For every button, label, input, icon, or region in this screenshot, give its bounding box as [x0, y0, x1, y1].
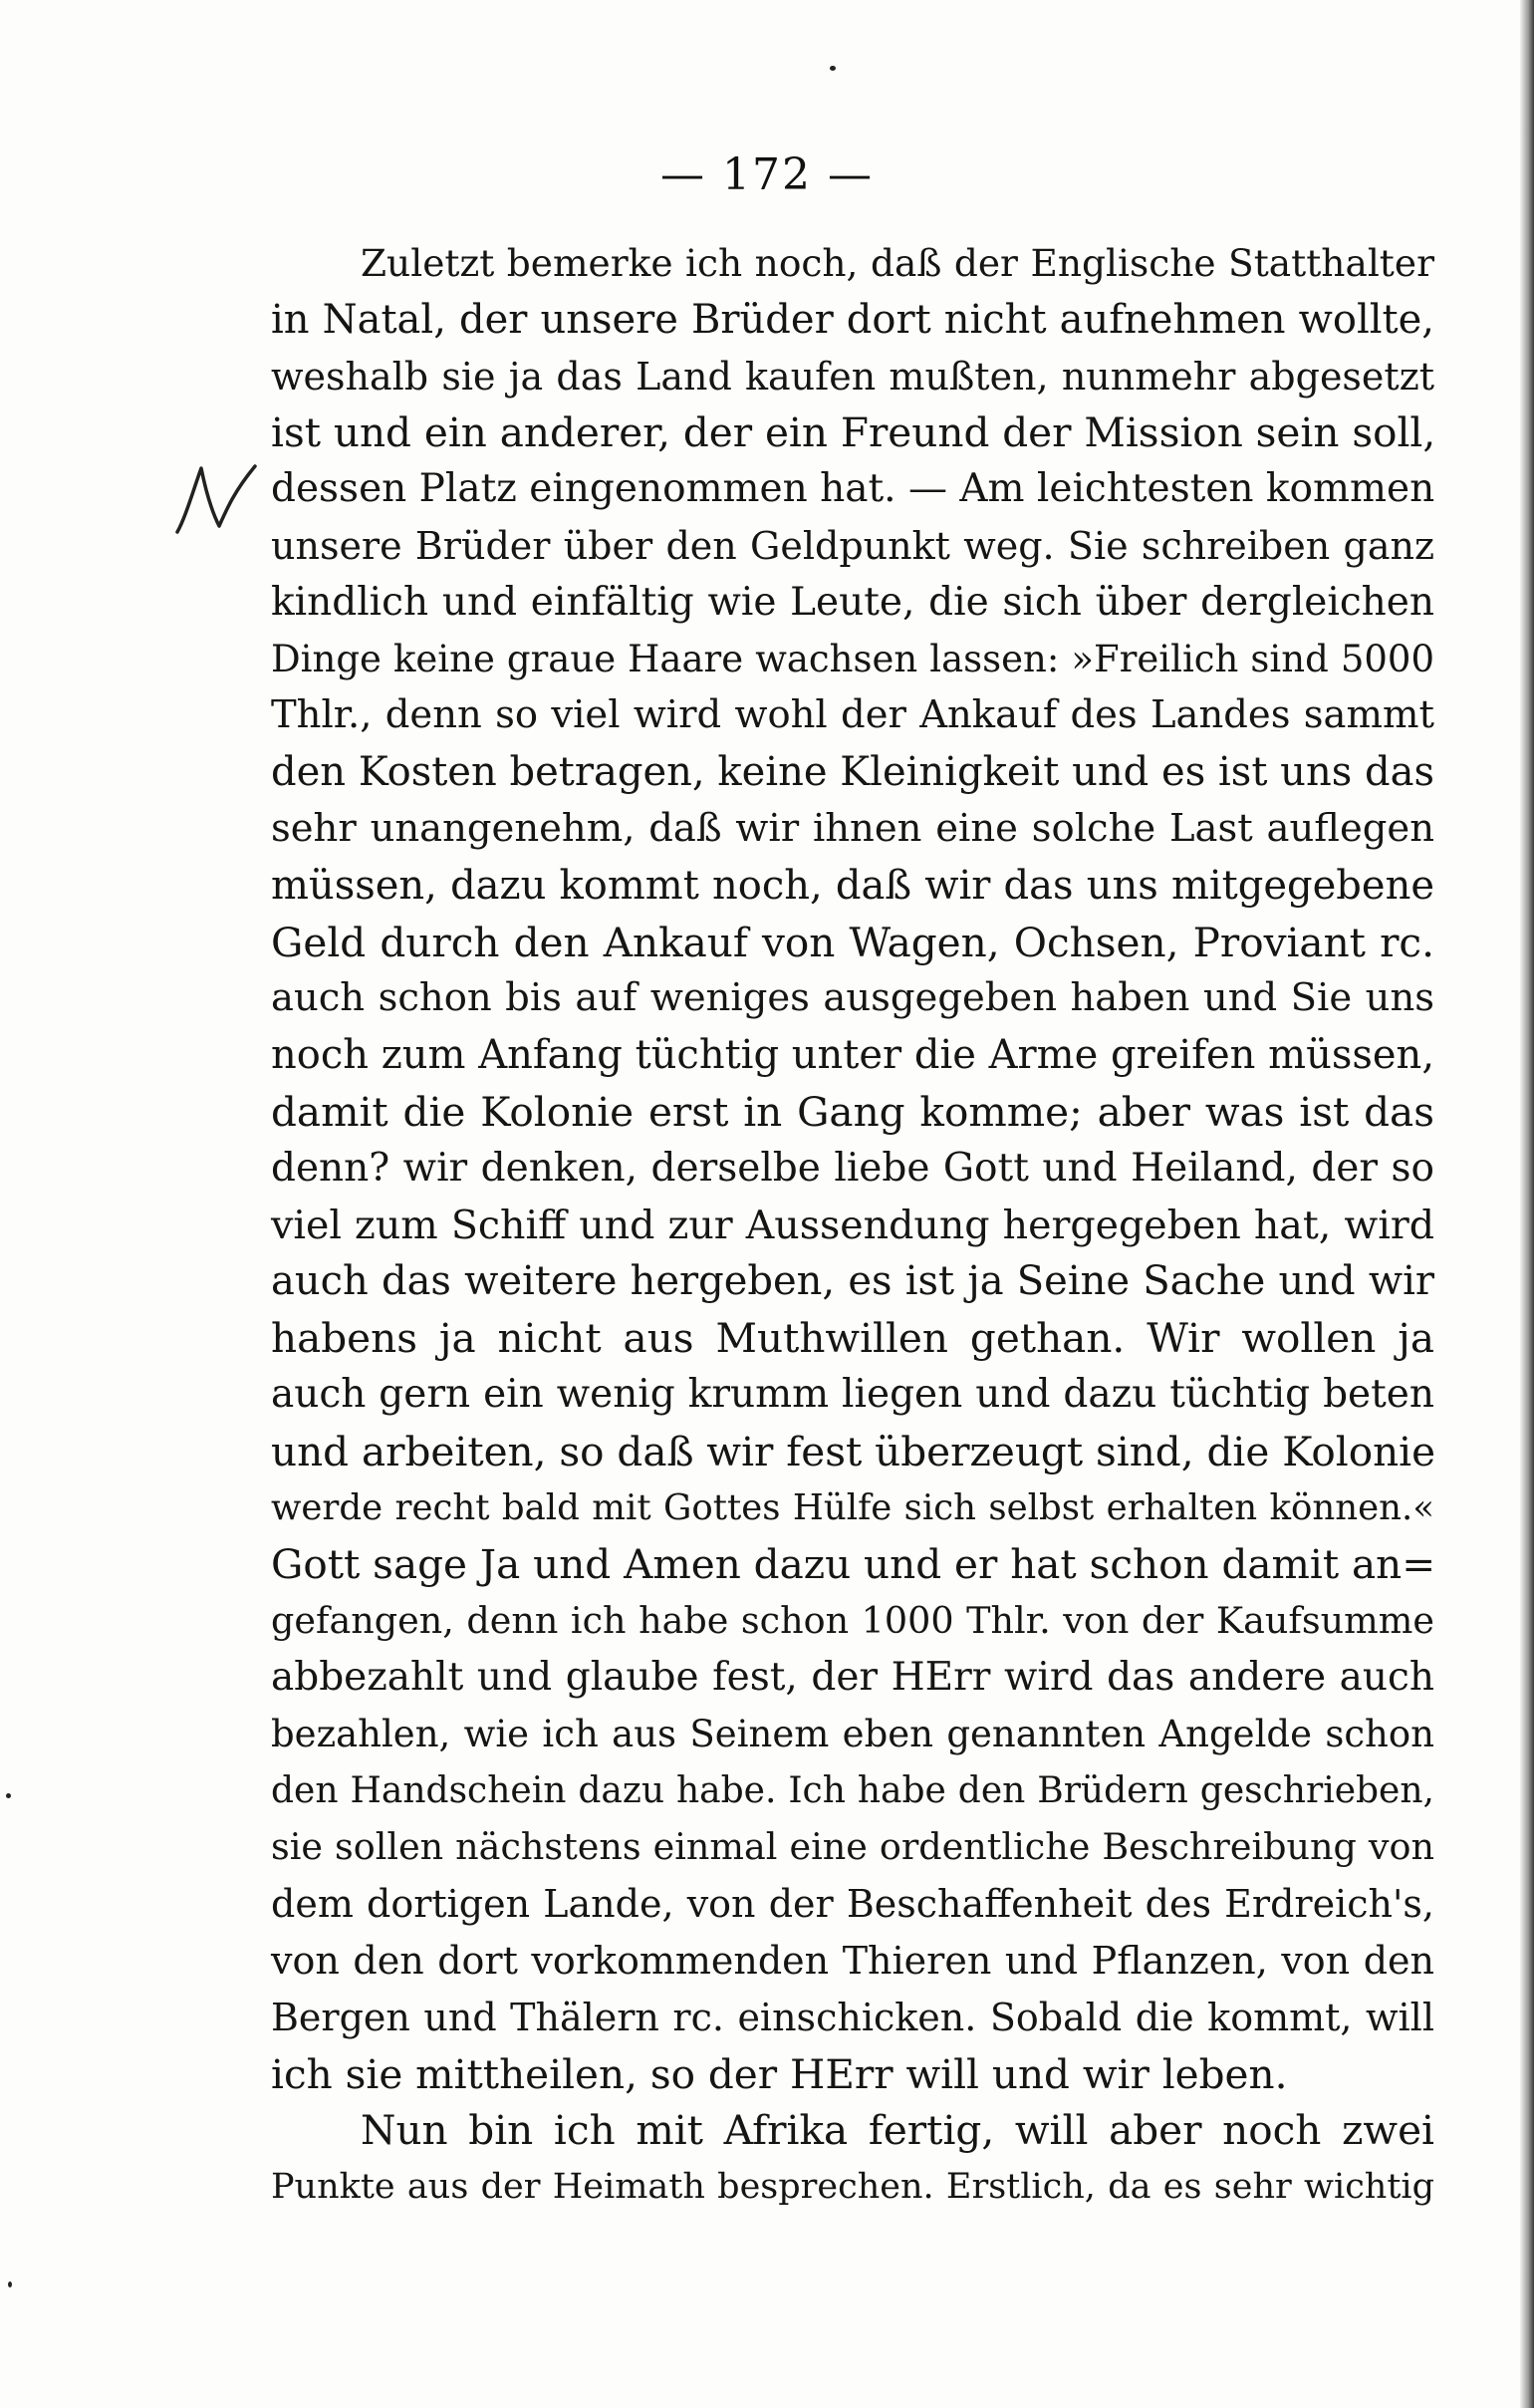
text-line: gefangen, denn ich habe schon 1000 Thlr. von der Kaufsumme	[271, 1599, 1434, 1643]
text-line: habens ja nicht aus Muthwillen gethan. Wir wollen ja	[271, 1314, 1434, 1363]
text-line: Punkte aus der Heimath besprechen. Erstlich, da es sehr wichtig	[271, 2167, 1434, 2208]
margin-annotation-handwritten	[171, 460, 261, 540]
text-line: dem dortigen Lande, von der Beschaffenheit des Erdreich's,	[271, 1882, 1434, 1927]
text-line: ist und ein anderer, der ein Freund der Mission sein soll,	[271, 408, 1436, 457]
text-line: auch das weitere hergeben, es ist ja Seine Sache und wir	[271, 1258, 1434, 1305]
text-line: den Kosten betragen, keine Kleinigkeit und es ist uns das	[271, 749, 1434, 796]
text-line: noch zum Anfang tüchtig unter die Arme greifen müssen,	[271, 1032, 1435, 1079]
text-line: Bergen und Thälern rc. einschicken. Sobald die kommt, will	[271, 1995, 1434, 2039]
page-edge-shadow	[1520, 0, 1534, 2408]
text-line: denn? wir denken, derselbe liebe Gott und Heiland, der so	[271, 1145, 1434, 1191]
text-line: Dinge keine graue Haare wachsen lassen: »Freilich sind 5000	[271, 637, 1434, 680]
body-text	[271, 235, 1434, 2216]
text-line: sehr unangenehm, daß wir ihnen eine solche Last auflegen	[271, 805, 1434, 851]
text-line: müssen, dazu kommt noch, daß wir das uns mitgegebene	[271, 862, 1434, 909]
text-line: dessen Platz eingenommen hat. — Am leichtesten kommen	[271, 466, 1435, 512]
text-line: sie sollen nächstens einmal eine ordentliche Beschreibung von	[271, 1825, 1434, 1869]
ink-speck	[6, 1793, 11, 1798]
text-line: von den dort vorkommenden Thieren und Pflanzen, von den	[271, 1938, 1434, 1983]
text-line: Gott sage Ja und Amen dazu und er hat schon damit an=	[271, 1540, 1436, 1589]
text-line: bezahlen, wie ich aus Seinem eben genannten Angelde schon	[271, 1712, 1434, 1755]
text-line: in Natal, der unsere Brüder dort nicht aufnehmen wollte,	[271, 296, 1434, 343]
ink-speck	[830, 66, 836, 71]
text-line: unsere Brüder über den Geldpunkt weg. Sie schreiben ganz	[271, 523, 1434, 568]
text-line: auch schon bis auf weniges ausgegeben haben und Sie uns	[271, 975, 1434, 1021]
text-line: abbezahlt und glaube fest, der HErr wird das andere auch	[271, 1654, 1434, 1700]
text-line: Geld durch den Ankauf von Wagen, Ochsen, Proviant rc.	[271, 918, 1434, 966]
text-line: Zuletzt bemerke ich noch, daß der Englische Statthalter	[361, 241, 1434, 285]
text-line: weshalb sie ja das Land kaufen mußten, nunmehr abgesetzt	[271, 354, 1434, 399]
text-line: den Handschein dazu habe. Ich habe den Brüdern geschrieben,	[271, 1769, 1434, 1811]
text-line: viel zum Schiff und zur Aussendung hergegeben hat, wird	[271, 1202, 1434, 1248]
text-line: und arbeiten, so daß wir fest überzeugt sind, die Kolonie	[271, 1427, 1436, 1475]
text-line: Nun bin ich mit Afrika fertig, will aber noch zwei	[361, 2106, 1434, 2155]
ink-speck	[8, 2281, 12, 2287]
text-line: auch gern ein wenig krumm liegen und dazu tüchtig beten	[271, 1371, 1434, 1417]
text-line: damit die Kolonie erst in Gang komme; aber was ist das	[271, 1087, 1434, 1136]
text-line: Thlr., denn so viel wird wohl der Ankauf des Landes sammt	[271, 692, 1434, 738]
text-line: werde recht bald mit Gottes Hülfe sich selbst erhalten können.«	[271, 1486, 1434, 1528]
text-line: ich sie mittheilen, so der HErr will und wir leben.	[271, 2049, 1288, 2098]
text-line: kindlich und einfältig wie Leute, die sich über dergleichen	[271, 579, 1434, 625]
page-number: — 172 —	[660, 149, 874, 200]
